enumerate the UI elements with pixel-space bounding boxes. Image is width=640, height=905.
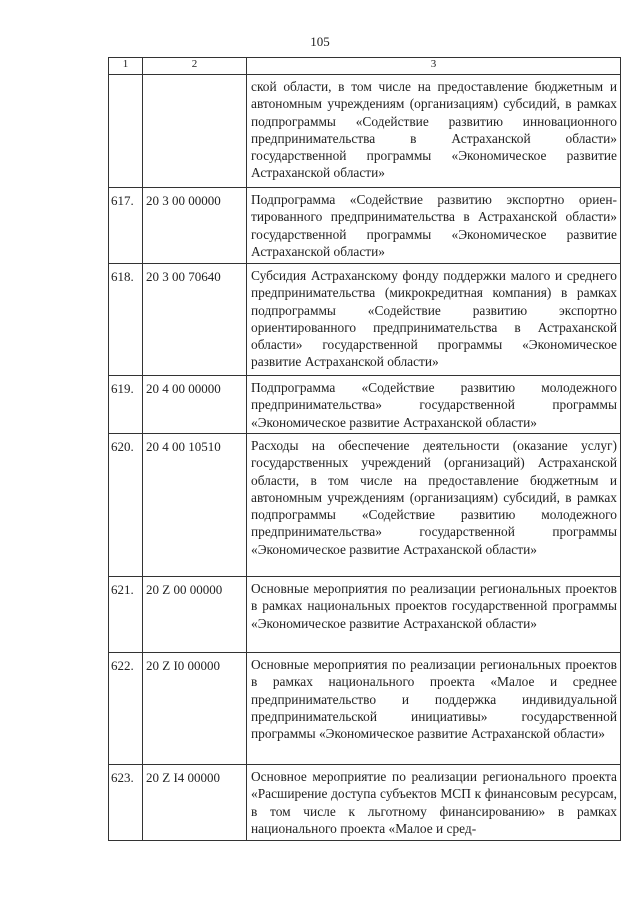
row-code	[143, 75, 247, 188]
row-code: 20 Z I0 00000	[143, 653, 247, 765]
row-description: Основное мероприятие по реализации регионального проекта «Расширение доступа субъектов МСП к финансовым ресурсам, в том числе к льготному финансированию» в рамках национального проекта «Малое и сред-	[247, 765, 621, 841]
row-description: Расходы на обеспечение деятельности (оказание услуг) государственных учреждений (организаций) Астраханской области, в том числе на предоставление бюджетным и автономным учреждениям (организациям) субсидий, в рамках подпрограммы «Содействие развитию молодежного предпринимательства» государственной программы «Экономическое развитие Астраханской области»	[247, 434, 621, 577]
row-number: 618.	[109, 264, 143, 376]
table-row	[109, 188, 621, 264]
column-header-code: 2	[143, 58, 247, 75]
row-code: 20 3 00 70640	[143, 264, 247, 376]
row-code: 20 Z I4 00000	[143, 765, 247, 841]
table-row	[109, 264, 621, 376]
row-number: 622.	[109, 653, 143, 765]
table-row	[109, 75, 621, 188]
page-number: 105	[310, 34, 330, 49]
row-code: 20 Z 00 00000	[143, 577, 247, 653]
table-row	[109, 376, 621, 434]
column-header-description: 3	[247, 58, 621, 75]
row-number: 619.	[109, 376, 143, 434]
row-number	[109, 75, 143, 188]
table-row	[109, 765, 621, 841]
row-description: Подпрограмма «Содействие развитию молодежного предпринимательства» государственной программы «Экономическое развитие Астраханской области»	[247, 376, 621, 434]
row-number: 621.	[109, 577, 143, 653]
column-header-number: 1	[109, 58, 143, 75]
row-code: 20 4 00 10510	[143, 434, 247, 577]
row-description: Основные мероприятия по реализации региональных проектов в рамках национальных проектов государственной программы «Экономическое развитие Астраханской области»	[247, 577, 621, 653]
row-description: ской области, в том числе на предоставление бюджетным и автономным учреждениям (организациям) субсидий, в рамках подпрограммы «Содействие развитию инновационного предпринимательства в Астраханской области» государственной программы «Экономическое развитие Астраханской области»	[247, 75, 621, 188]
row-code: 20 4 00 00000	[143, 376, 247, 434]
row-number: 623.	[109, 765, 143, 841]
classification-table	[108, 57, 621, 841]
table-row	[109, 577, 621, 653]
row-number: 620.	[109, 434, 143, 577]
table-row	[109, 434, 621, 577]
row-code: 20 3 00 00000	[143, 188, 247, 264]
table-header-row	[109, 58, 621, 75]
row-description: Субсидия Астраханскому фонду поддержки малого и среднего предпринимательства (микрокредитная компания) в рамках подпрограммы «Содействие развитию экспортно ориентированного предпринимательства в Астраханской области» государственной программы «Экономическое развитие Астраханской области»	[247, 264, 621, 376]
row-description: Подпрограмма «Содействие развитию экспортно ориентированного предпринимательства в Астраханской области» государственной программы «Экономическое развитие Астраханской области»	[247, 188, 621, 264]
row-description: Основные мероприятия по реализации региональных проектов в рамках национального проекта «Малое и среднее предпринимательство и поддержка индивидуальной предпринимательской инициативы» государственной программы «Экономическое развитие Астраханской области»	[247, 653, 621, 765]
table-row	[109, 653, 621, 765]
row-number: 617.	[109, 188, 143, 264]
